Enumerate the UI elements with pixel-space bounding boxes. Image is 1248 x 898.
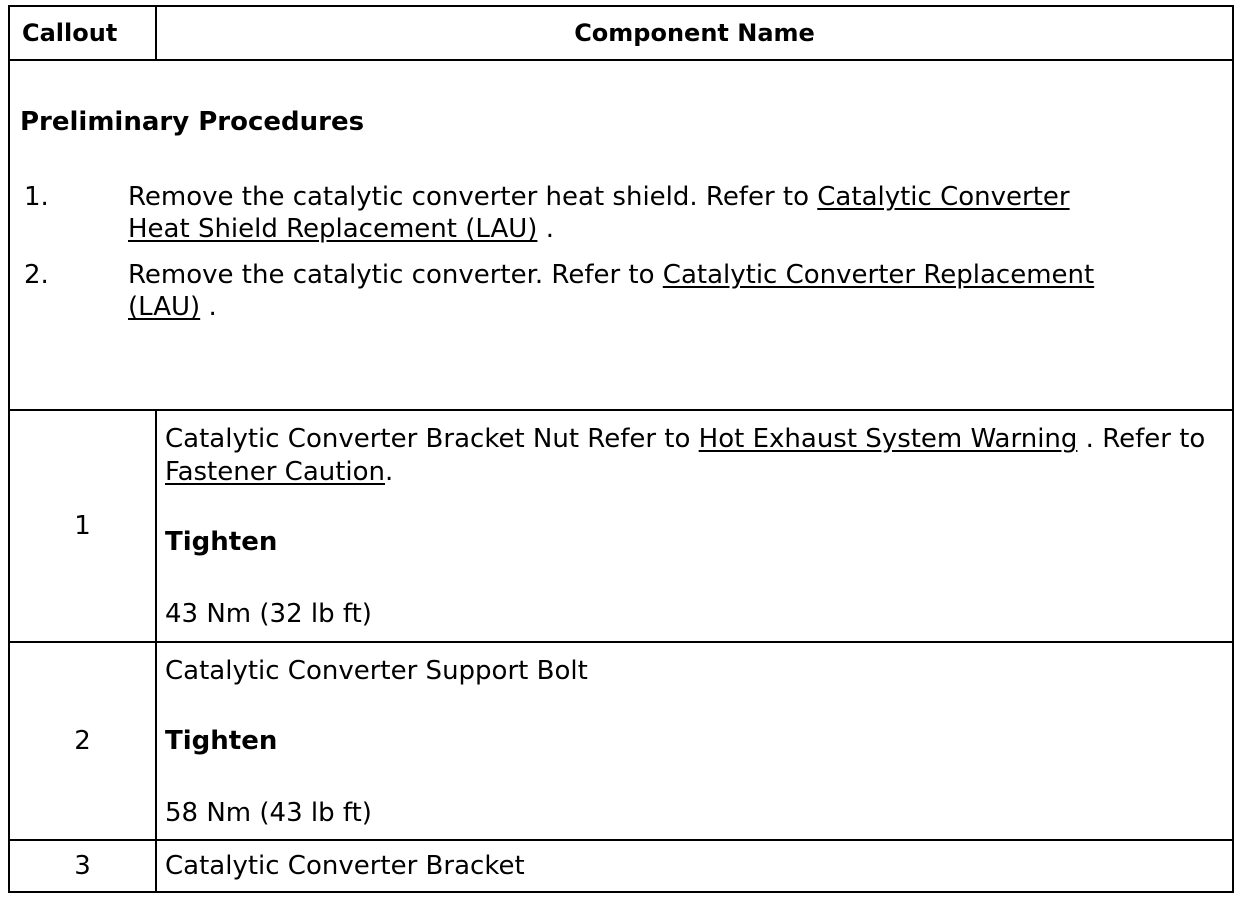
- component-name-column-header: Component Name: [156, 6, 1233, 60]
- list-item: [10, 181, 1232, 245]
- refer-text: . Refer to: [1077, 424, 1206, 454]
- fastener-caution-link[interactable]: Fastener Caution: [165, 457, 386, 487]
- callout-column-header: Callout: [9, 6, 156, 60]
- step-number: 1.: [24, 182, 49, 212]
- component-cell: [156, 840, 1233, 892]
- refer-text: Refer to: [579, 424, 699, 454]
- callout-number: 2: [9, 642, 156, 840]
- step-text: [128, 181, 1128, 245]
- preliminary-procedures-cell: [9, 60, 1233, 410]
- step-text-after: .: [200, 292, 217, 322]
- component-name: Catalytic Converter Support Bolt: [165, 656, 588, 686]
- step-text-before: Remove the catalytic converter heat shield. Refer to: [128, 182, 818, 212]
- hot-exhaust-warning-link[interactable]: Hot Exhaust System Warning: [698, 424, 1078, 454]
- table-header-row: [9, 6, 1233, 60]
- callout-number: 1: [9, 410, 156, 642]
- tighten-label: Tighten: [165, 726, 278, 756]
- period: .: [385, 457, 394, 487]
- component-cell: [156, 642, 1233, 840]
- component-cell: [156, 410, 1233, 642]
- converter-replacement-link[interactable]: Catalytic Converter Replacement (LAU): [128, 260, 1095, 322]
- list-item: [10, 259, 1232, 323]
- preliminary-procedures-title: Preliminary Procedures: [20, 107, 365, 137]
- torque-spec: 43 Nm (32 lb ft): [165, 599, 372, 629]
- component-name: Catalytic Converter Bracket Nut: [165, 424, 580, 454]
- table-row: [9, 410, 1233, 642]
- callout-number: 3: [9, 840, 156, 892]
- torque-spec: 58 Nm (43 lb ft): [165, 798, 372, 828]
- tighten-label: Tighten: [165, 527, 278, 557]
- step-number: 2.: [24, 260, 49, 290]
- heat-shield-replacement-link[interactable]: Catalytic Converter Heat Shield Replacement (LAU): [128, 182, 1070, 244]
- step-text-after: .: [537, 214, 554, 244]
- component-name: Catalytic Converter Bracket: [165, 850, 525, 881]
- table-row: [9, 642, 1233, 840]
- table-row: [9, 840, 1233, 892]
- step-text: [128, 259, 1128, 323]
- preliminary-row: [9, 60, 1233, 410]
- preliminary-steps-list: [10, 181, 1232, 323]
- component-table: [8, 5, 1234, 893]
- step-text-before: Remove the catalytic converter. Refer to: [128, 260, 663, 290]
- component-description: [165, 423, 1224, 489]
